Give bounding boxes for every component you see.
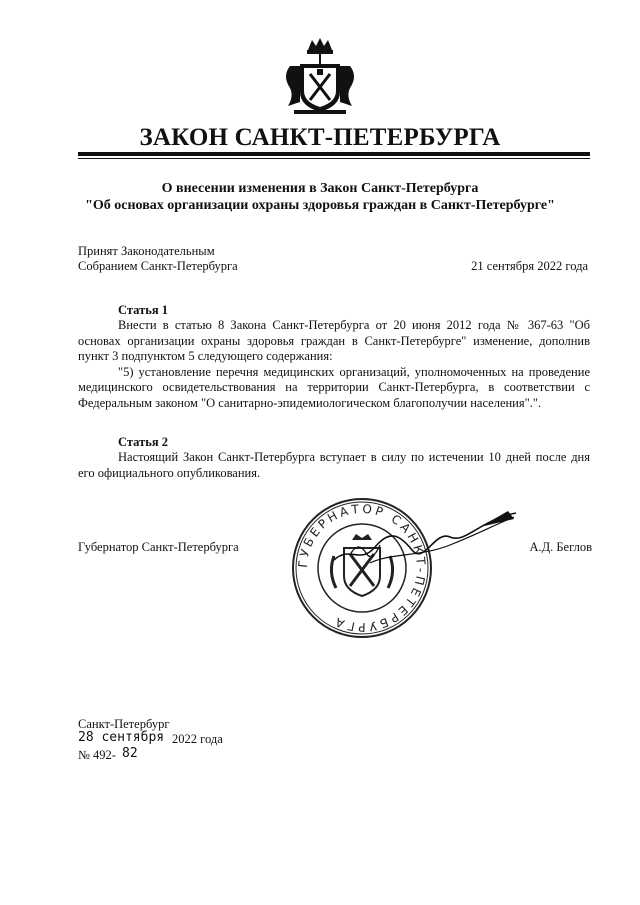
seal-text: ГУБЕРНАТОР САНКТ-ПЕТЕРБУРГА — [295, 501, 429, 635]
subtitle-line-1: О внесении изменения в Закон Санкт-Петербурга — [161, 181, 479, 196]
signatory-position: Губернатор Санкт-Петербурга — [78, 540, 239, 554]
article-1-paragraph-1: Внести в статью 8 Закона Санкт-Петербурга от 20 июня 2012 года № 367-63 "Об основах организации охраны здоровья граждан в Санкт-Петербурге" изменение, дополнив пункт 3 подпунктом 5 следующего содержания: — [78, 318, 590, 363]
article-2-paragraph-1: Настоящий Закон Санкт-Петербурга вступает в силу по истечении 10 дней после дня его официального опубликования. — [78, 450, 590, 480]
title-rule-thick — [78, 152, 590, 156]
title-rule-thin — [78, 158, 590, 159]
law-title: ЗАКОН САНКТ-ПЕТЕРБУРГА — [139, 124, 501, 151]
article-1-paragraph-2: "5) установление перечня медицинских организаций, уполномоченных на проведение медицинского освидетельствования на территории Санкт-Петербурга, в соответствии с Федеральным законом "О санитарно-эпидемиологическом благополучии населения".". — [78, 364, 590, 410]
article-2-heading: Статья 2 — [118, 435, 168, 449]
adoption-date: 21 сентября 2022 года — [471, 259, 588, 273]
adoption-line-2: Собранием Санкт-Петербурга — [78, 259, 238, 273]
handwritten-signature — [330, 505, 520, 575]
article-1-heading: Статья 1 — [118, 303, 168, 317]
coat-of-arms-emblem — [280, 36, 360, 118]
article-2-body — [78, 450, 590, 481]
footer-date-handwritten: 28 сентября — [78, 730, 165, 745]
footer-city: Санкт-Петербург — [78, 717, 170, 731]
subtitle-line-2: "Об основах организации охраны здоровья граждан в Санкт-Петербурге" — [85, 198, 555, 213]
footer-number-handwritten: 82 — [122, 746, 138, 761]
adoption-line-1: Принят Законодательным — [78, 244, 215, 258]
footer-year: 2022 года — [172, 732, 223, 746]
article-1-body — [78, 318, 590, 411]
signatory-name: А.Д. Беглов — [529, 540, 592, 554]
footer-number-prefix: № 492- — [78, 748, 116, 762]
